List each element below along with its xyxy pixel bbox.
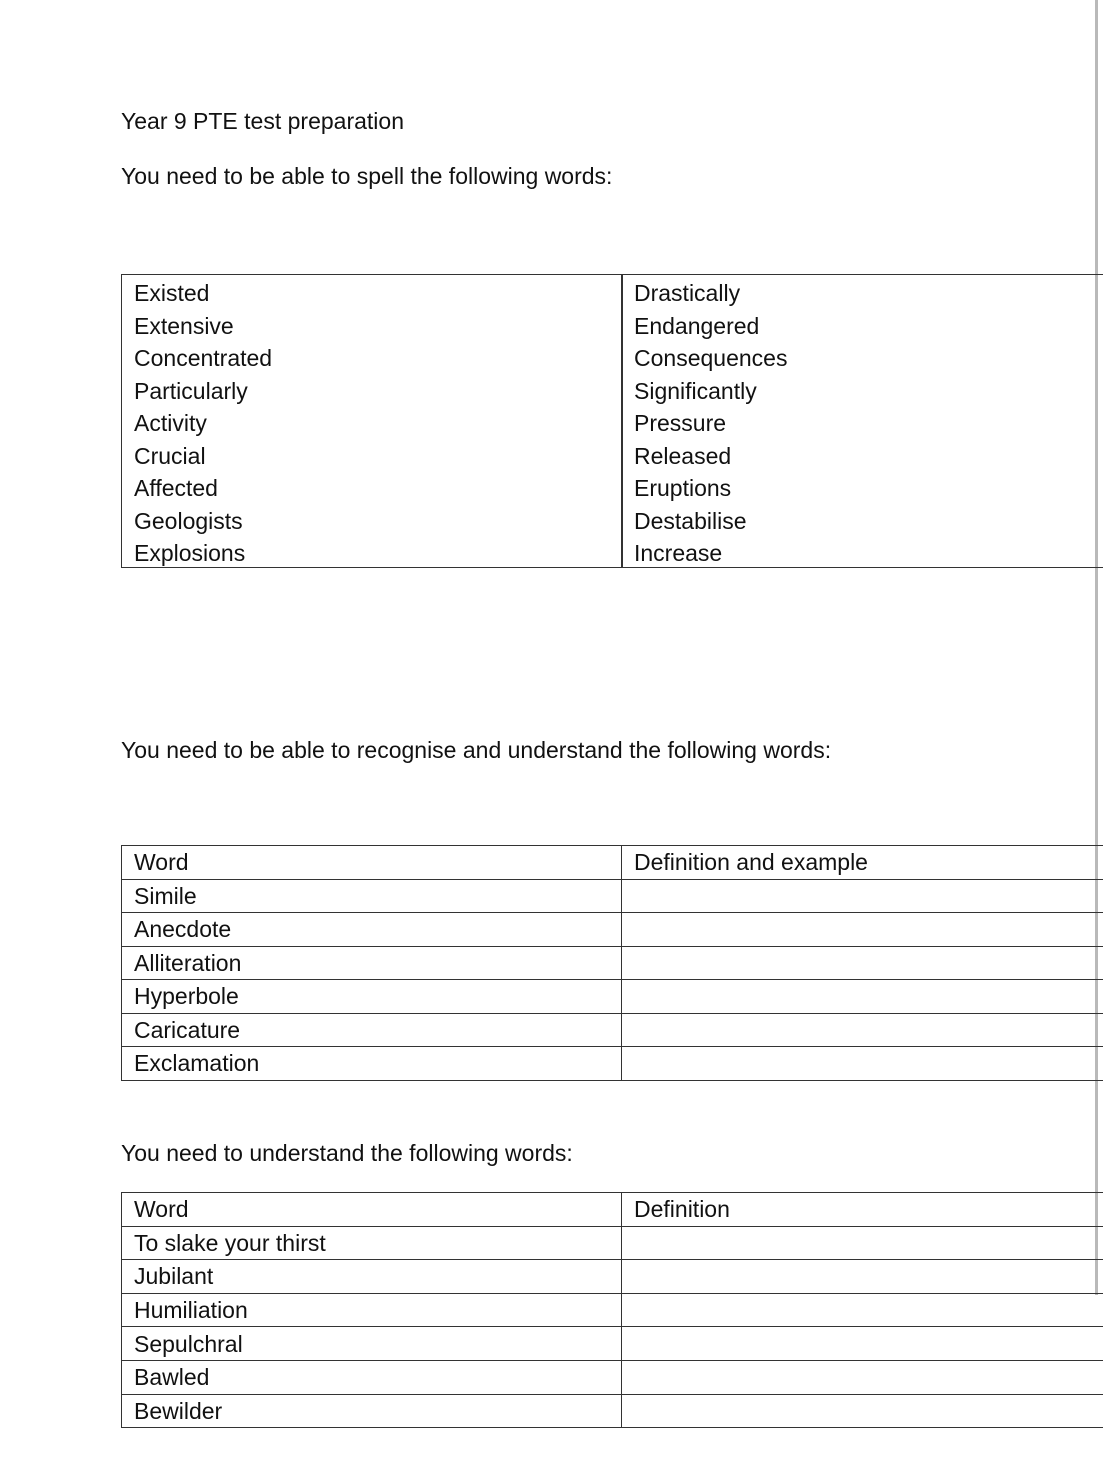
spelling-word: Particularly (134, 377, 248, 404)
table-header-row (122, 1193, 1103, 1227)
table-row (122, 1013, 1103, 1047)
column-header-definition: Definition (622, 1193, 1103, 1227)
spelling-words-table (121, 274, 1103, 568)
word-cell: Bewilder (122, 1394, 622, 1428)
definition-cell[interactable] (622, 946, 1103, 980)
definition-cell[interactable] (622, 980, 1103, 1014)
definition-cell[interactable] (622, 1013, 1103, 1047)
table-row (122, 913, 1103, 947)
word-cell: Exclamation (122, 1047, 622, 1081)
definition-cell[interactable] (622, 1047, 1103, 1081)
table-row (122, 980, 1103, 1014)
spelling-word: Extensive (134, 312, 234, 339)
definition-cell[interactable] (622, 1360, 1103, 1394)
column-header-word: Word (122, 1193, 622, 1227)
page-edge-line (1095, 0, 1098, 1295)
spelling-word: Pressure (634, 410, 727, 436)
spelling-word: Explosions (134, 540, 246, 566)
definition-cell[interactable] (622, 1293, 1103, 1327)
spelling-word: Concentrated (134, 345, 273, 371)
understand-intro: You need to understand the following words: (121, 1140, 573, 1166)
table-row (122, 879, 1103, 913)
definition-cell[interactable] (622, 1394, 1103, 1428)
spelling-word: Drastically (634, 280, 741, 306)
table-row (122, 1394, 1103, 1428)
table-row (122, 1327, 1103, 1361)
table-row (122, 1226, 1103, 1260)
spelling-word: Destabilise (634, 507, 747, 534)
spelling-word: Existed (134, 280, 210, 306)
table-row (122, 1360, 1103, 1394)
table-row (122, 1293, 1103, 1327)
word-cell: Alliteration (122, 946, 622, 980)
spelling-word: Released (634, 442, 732, 469)
column-header-word: Word (122, 846, 622, 880)
recognise-intro: You need to be able to recognise and understand the following words: (121, 737, 832, 763)
spelling-right-column (634, 277, 787, 570)
word-cell: Hyperbole (122, 980, 622, 1014)
spelling-word: Geologists (134, 507, 243, 534)
table-row (122, 1047, 1103, 1081)
definition-cell[interactable] (622, 1260, 1103, 1294)
word-cell: Anecdote (122, 913, 622, 947)
spelling-word: Eruptions (634, 475, 732, 501)
word-cell: Humiliation (122, 1293, 622, 1327)
word-cell: To slake your thirst (122, 1226, 622, 1260)
definition-cell[interactable] (622, 1226, 1103, 1260)
word-cell: Simile (122, 879, 622, 913)
definition-cell[interactable] (622, 879, 1103, 913)
spelling-intro: You need to be able to spell the following words: (121, 163, 613, 189)
spelling-word: Significantly (634, 377, 757, 404)
spelling-left-column (134, 277, 272, 570)
table-header-row (122, 846, 1103, 880)
definition-cell[interactable] (622, 1327, 1103, 1361)
definition-cell[interactable] (622, 913, 1103, 947)
page-title: Year 9 PTE test preparation (121, 108, 404, 134)
word-cell: Sepulchral (122, 1327, 622, 1361)
table-row (122, 1260, 1103, 1294)
spelling-word: Consequences (634, 345, 788, 371)
word-cell: Jubilant (122, 1260, 622, 1294)
column-header-definition: Definition and example (622, 846, 1103, 880)
spelling-word: Affected (134, 475, 218, 501)
spelling-word: Crucial (134, 442, 206, 469)
spelling-word: Increase (634, 540, 723, 566)
spelling-table-divider (621, 275, 623, 567)
recognise-words-table (121, 845, 1103, 1081)
word-cell: Bawled (122, 1360, 622, 1394)
word-cell: Caricature (122, 1013, 622, 1047)
understand-words-table (121, 1192, 1103, 1428)
table-row (122, 946, 1103, 980)
spelling-word: Activity (134, 410, 207, 436)
spelling-word: Endangered (634, 312, 760, 339)
